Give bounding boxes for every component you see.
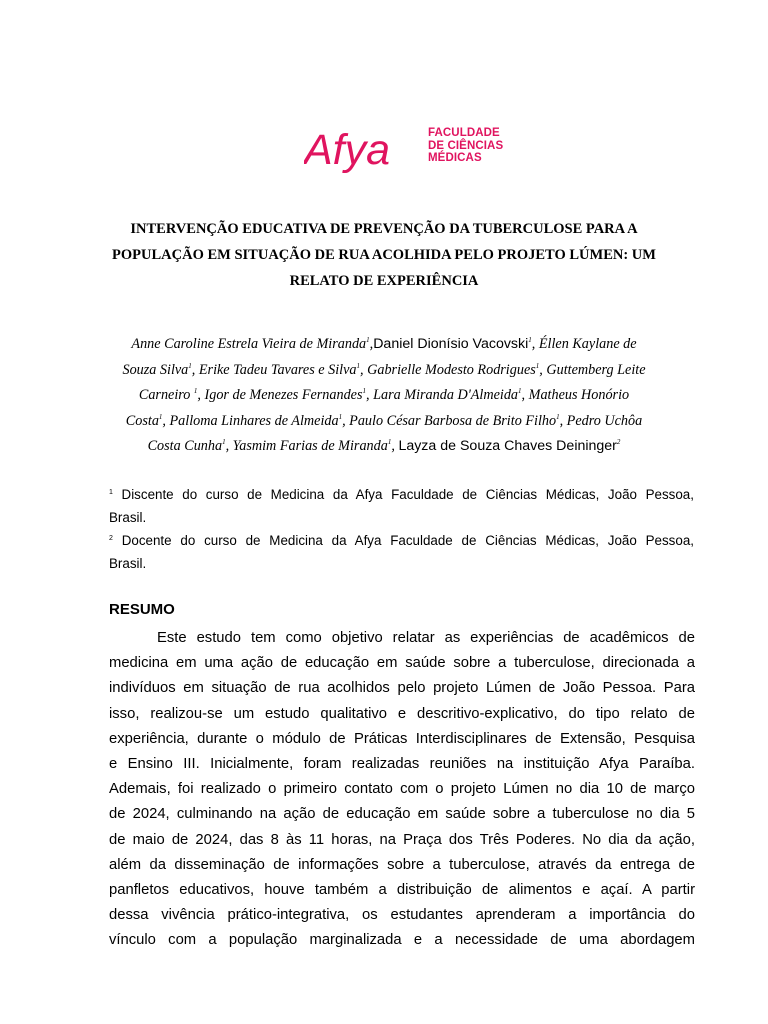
abstract-line: vínculo com a população marginalizada e a necessidade de uma abordagem — [109, 932, 695, 949]
affiliation-text-cont: Brasil. — [109, 555, 147, 571]
logo-line-1: FACULDADE — [428, 127, 500, 139]
author-line-5: Costa Cunha$^1$, Yasmim Farias de Miranda$^1$, Layza de Souza Chaves Deininger$^2$ — [147, 438, 621, 454]
author-sup: 2 — [616, 438, 621, 446]
logo-subtitle — [428, 127, 503, 165]
author-name: Costa — [125, 412, 159, 429]
author-name: Paulo César Barbosa de Brito Filho — [349, 412, 557, 429]
affiliation-sup: 2 — [109, 535, 113, 542]
abstract-line: panfletos educativos, houve também a distribuição de alimentos e açaí. A partir — [109, 882, 695, 899]
affiliation-2 — [109, 530, 694, 575]
author-line-2: Souza Silva$^1$, Erike Tadeu Tavares e Silva$^1$, Gabrielle Modesto Rodrigues$^1$, Guttemberg Leite — [122, 361, 646, 378]
author-list — [104, 332, 664, 460]
affiliation-text: Docente do curso de Medicina da Afya Faculdade de Ciências Médicas, João Pessoa, — [121, 533, 694, 548]
abstract-line: Este estudo tem como objetivo relatar as experiências de acadêmicos de — [157, 630, 695, 646]
abstract-line: Ademais, foi realizado o primeiro contato com o projeto Lúmen no dia 10 de março — [109, 781, 695, 798]
author-name: Anne Caroline Estrela Vieira de Miranda — [131, 336, 367, 352]
logo-line-2: DE CIÊNCIAS — [428, 139, 504, 152]
affiliation-sup: 1 — [109, 489, 113, 496]
afya-wordmark-icon — [304, 124, 428, 176]
author-name: Palloma Linhares de Almeida — [169, 412, 339, 429]
author-name: Éllen Kaylane de — [538, 336, 637, 352]
author-name: Matheus Honório — [528, 387, 630, 403]
author-name: Layza de Souza Chaves Deininger — [398, 438, 617, 454]
author-name: Carneiro — [138, 387, 194, 403]
author-name: Igor de Menezes Fernandes — [204, 387, 363, 403]
author-line-4: Costa$^1$, Palloma Linhares de Almeida$^1$, Paulo César Barbosa de Brito Filho$^1$, Pedro Uchôa — [125, 412, 643, 429]
logo-line-3: MÉDICAS — [428, 152, 482, 164]
afya-logo — [304, 124, 514, 176]
abstract-line: medicina em uma ação de educação em saúde sobre a tuberculose, direcionada a — [109, 655, 695, 672]
abstract-body — [109, 626, 695, 954]
paper-title — [100, 216, 668, 294]
author-name: Daniel Dionísio Vacovski — [373, 336, 529, 352]
title-line-2: POPULAÇÃO EM SITUAÇÃO DE RUA ACOLHIDA PELO PROJETO LÚMEN: UM — [112, 247, 656, 263]
section-heading-resumo: RESUMO — [109, 601, 175, 618]
author-name: Souza Silva — [122, 361, 189, 378]
abstract-line: indivíduos em situação de rua acolhidos pelo projeto Lúmen de João Pessoa. Para — [109, 680, 695, 697]
abstract-line: de 2024, culminando na ação de educação em saúde sobre a tuberculose no dia 5 — [109, 806, 695, 823]
author-sup: 1 — [356, 361, 361, 370]
author-sup: 1 — [222, 438, 226, 446]
author-name: Erike Tadeu Tavares e Silva — [198, 361, 357, 378]
svg-text:Afya: Afya — [304, 126, 391, 174]
title-line-3: RELATO DE EXPERIÊNCIA — [289, 273, 479, 289]
author-sup: 1 — [535, 361, 540, 370]
abstract-line: experiência, durante o módulo de Práticas Interdisciplinares de Extensão, Pesquisa — [109, 730, 695, 747]
author-line-1: Anne Caroline Estrela Vieira de Miranda$^1$,Daniel Dionísio Vacovski$^1$, Éllen Kaylane de — [131, 336, 637, 352]
abstract-line: isso, realizou-se um estudo qualitativo e descritivo-explicativo, do tipo relato de — [109, 705, 695, 722]
author-name: Yasmim Farias de Miranda — [232, 438, 388, 454]
abstract-line: dessa vivência prático-integrativa, os estudantes aprenderam a importância do — [109, 907, 695, 924]
author-line-3: Carneiro $^1$, Igor de Menezes Fernandes$^1$, Lara Miranda D'Almeida$^1$, Matheus Honório — [138, 387, 630, 403]
author-sup: 1 — [387, 438, 392, 446]
author-sup: 1 — [362, 387, 367, 395]
author-name: Costa Cunha — [147, 438, 223, 454]
author-sup: 1 — [556, 412, 560, 421]
abstract-line: além da disseminação de informações sobre a tuberculose, através da entrega de — [109, 856, 695, 873]
abstract-line: de maio de 2024, das 8 às 11 horas, na Praça dos Três Poderes. No dia da ação, — [109, 831, 695, 848]
author-name: Gabrielle Modesto Rodrigues — [367, 361, 536, 378]
author-sup: 1 — [193, 387, 198, 395]
affiliation-text-cont: Brasil. — [109, 509, 147, 525]
abstract-line: e Ensino III. Inicialmente, foram realizadas reuniões na instituição Afya Paraíba. — [109, 756, 695, 773]
affiliation-1 — [109, 484, 694, 529]
author-name: Guttemberg Leite — [546, 361, 646, 378]
author-sup: 1 — [518, 387, 522, 395]
author-sup: 1 — [528, 336, 532, 344]
author-sup: 1 — [188, 361, 192, 370]
author-sup: 1 — [338, 412, 343, 421]
title-line-1: INTERVENÇÃO EDUCATIVA DE PREVENÇÃO DA TUBERCULOSE PARA A — [130, 221, 638, 237]
affiliation-text: Discente do curso de Medicina da Afya Faculdade de Ciências Médicas, João Pessoa, — [121, 487, 694, 502]
author-sup: 1 — [158, 412, 163, 421]
author-name: Pedro Uchôa — [566, 412, 643, 429]
author-sup: 1 — [366, 336, 370, 344]
author-name: Lara Miranda D'Almeida — [373, 387, 519, 403]
